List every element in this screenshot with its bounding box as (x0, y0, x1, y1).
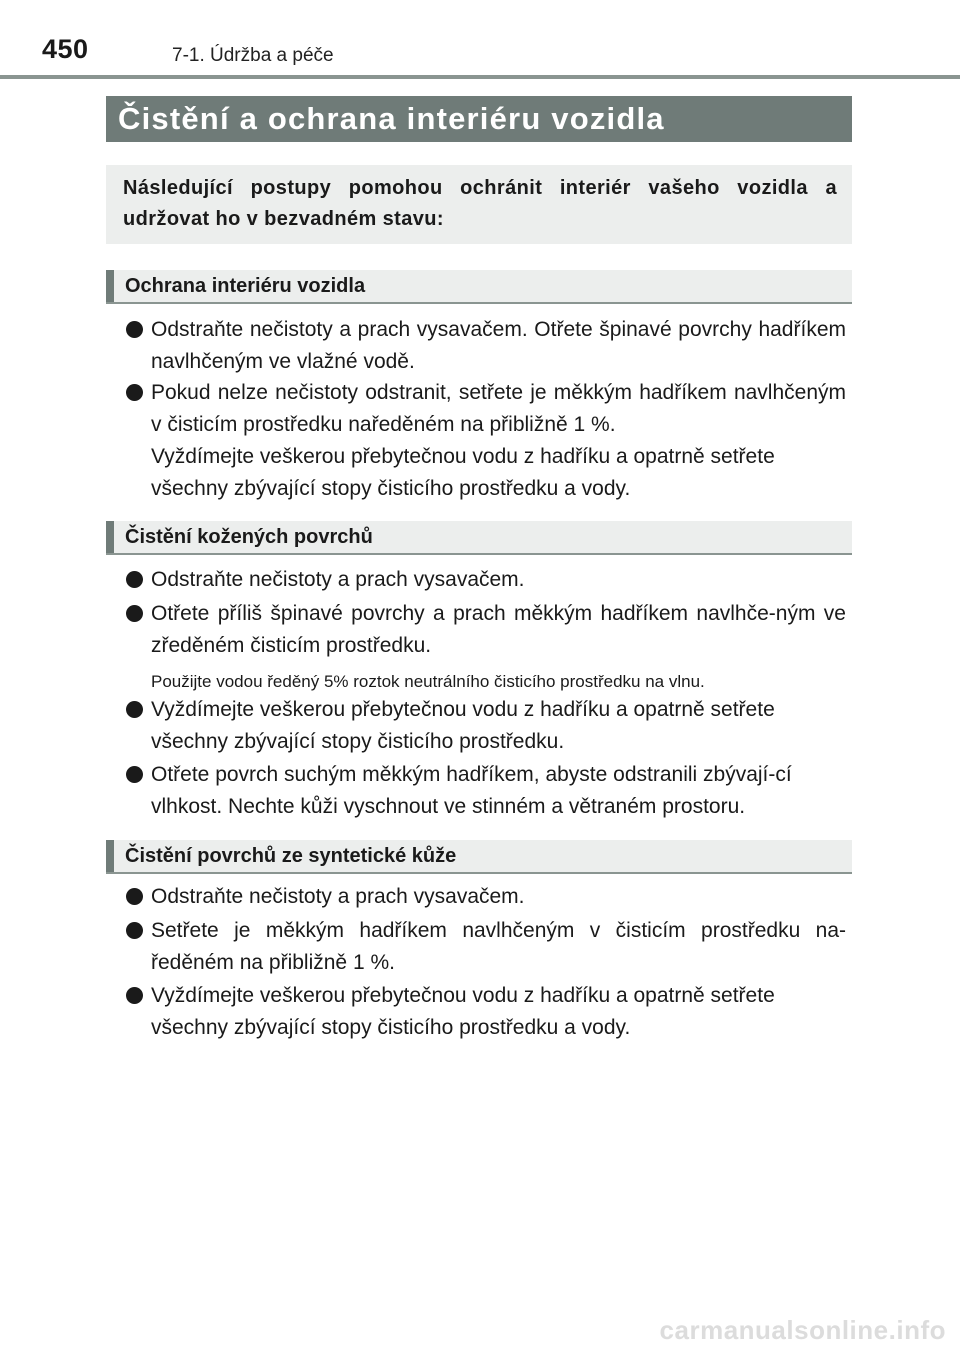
list-item-text: Otřete příliš špinavé povrchy a prach měkkým hadříkem navlhče-ným ve zředěném čisticím prostředku. (151, 602, 846, 657)
bullet-dot-icon (126, 384, 143, 401)
list-item-text: Odstraňte nečistoty a prach vysavačem. (151, 568, 525, 591)
section-accent (106, 521, 114, 553)
paragraph-text: Vyždímejte veškerou přebytečnou vodu z hadříku a opatrně setřete všechny zbývající stopy čisticího prostředku a vody. (151, 445, 775, 500)
bullet-dot-icon (126, 701, 143, 718)
page-number: 450 (42, 34, 89, 64)
bullet-dot-icon (126, 321, 143, 338)
page-header (0, 0, 960, 80)
section-accent (106, 840, 114, 872)
section-heading-interior-protection (106, 270, 852, 304)
main-title-bar (106, 96, 852, 142)
bullet-dot-icon (126, 888, 143, 905)
chapter-title: 7-1. Údržba a péče (172, 45, 334, 66)
section-heading-label: Čistění povrchů ze syntetické kůže (125, 845, 457, 867)
list-item-text: Setřete je měkkým hadříkem navlhčeným v čisticím prostředku na-ředěném na přibližně 1 %. (151, 919, 846, 974)
list-item-text: Odstraňte nečistoty a prach vysavačem. Otřete špinavé povrchy hadříkem navlhčeným ve vlažné vodě. (151, 318, 846, 373)
list-item-text: Pokud nelze nečistoty odstranit, setřete je měkkým hadříkem navlhčeným v čisticím prostředku naředěném na přibližně 1 %. (151, 381, 846, 436)
section-heading-synthetic-leather (106, 840, 852, 874)
bullet-dot-icon (126, 922, 143, 939)
list-item-text: Vyždímejte veškerou přebytečnou vodu z hadříku a opatrně setřete všechny zbývající stopy čisticího prostředku a vody. (151, 984, 775, 1039)
list-item-text: Vyždímejte veškerou přebytečnou vodu z hadříku a opatrně setřete všechny zbývající stopy čisticího prostředku. (151, 698, 775, 753)
intro-box (106, 165, 852, 244)
bullet-dot-icon (126, 766, 143, 783)
section-heading-label: Čistění kožených povrchů (125, 526, 373, 548)
section-heading-leather (106, 521, 852, 555)
section-heading-label: Ochrana interiéru vozidla (125, 275, 366, 297)
list-item-text: Otřete povrch suchým měkkým hadříkem, abyste odstranili zbývají-cí vlhkost. Nechte kůži vyschnout ve stinném a větraném prostoru. (151, 763, 792, 818)
bullet-dot-icon (126, 605, 143, 622)
bullet-dot-icon (126, 571, 143, 588)
watermark: carmanualsonline.info (659, 1315, 946, 1345)
note-text: Použijte vodou ředěný 5% roztok neutrálního čisticího prostředku na vlnu. (151, 672, 705, 691)
intro-text: Následující postupy pomohou ochránit interiér vašeho vozidla a udržovat ho v bezvadném stavu: (123, 177, 837, 230)
section-accent (106, 270, 114, 302)
bullet-dot-icon (126, 987, 143, 1004)
main-title: Čistění a ochrana interiéru vozidla (118, 101, 665, 136)
header-rule (0, 75, 960, 79)
list-item-text: Odstraňte nečistoty a prach vysavačem. (151, 885, 525, 908)
